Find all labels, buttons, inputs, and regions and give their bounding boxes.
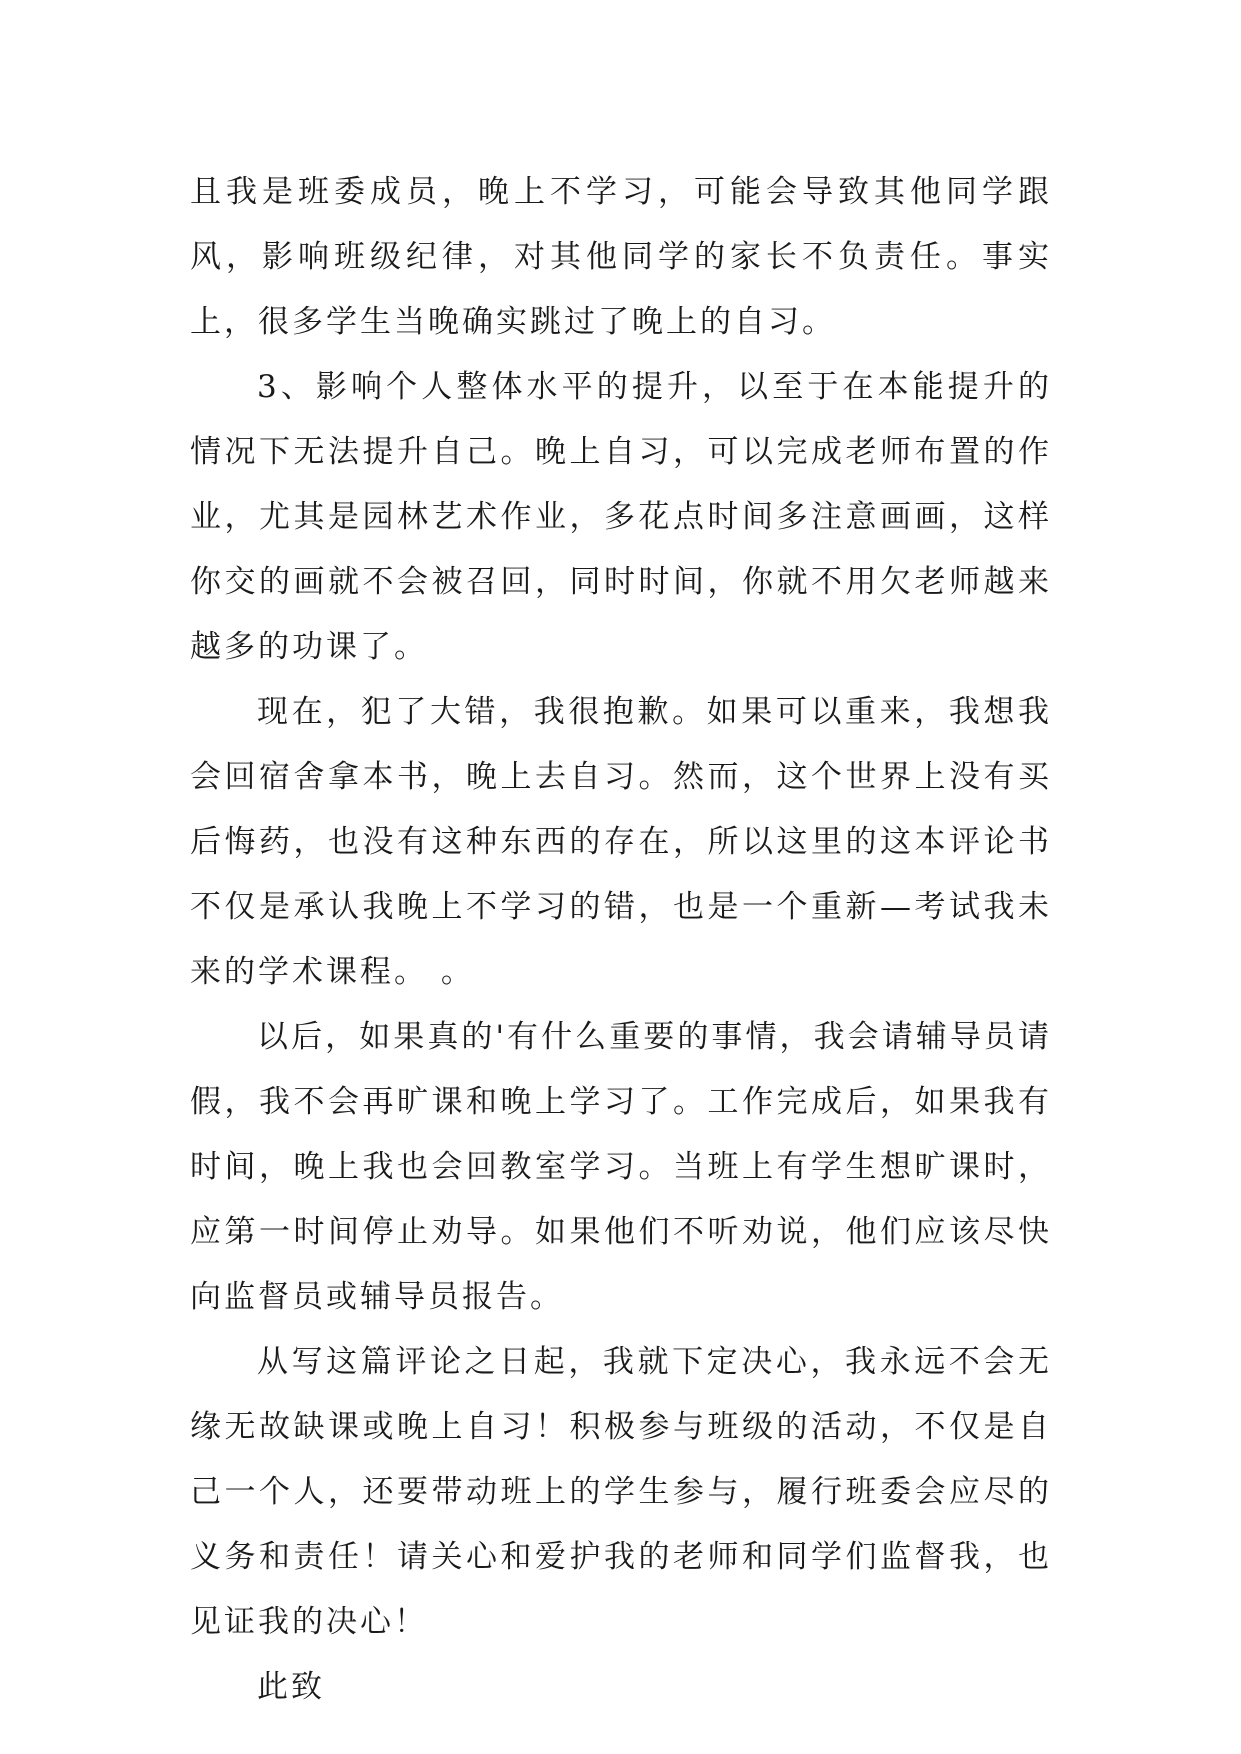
paragraph-future-plan: 以后，如果真的'有什么重要的事情，我会请辅导员请假，我不会再旷课和晚上学习了。工作完成后，如果我有时间，晚上我也会回教室学习。当班上有学生想旷课时，应第一时间停止劝导。如果他们不听劝说，他们应该尽快向监督员或辅导员报告。 [190,1019,1052,1315]
paragraph-resolution: 从写这篇评论之日起，我就下定决心，我永远不会无缘无故缺课或晚上自习！积极参与班级的活动，不仅是自己一个人，还要带动班上的学生参与，履行班委会应尽的义务和责任！请关心和爱护我的老师和同学们监督我，也见证我的决心！ [190,1344,1052,1640]
closing-salutation: 此致 [257,1669,325,1705]
paragraph-continuation: 且我是班委成员，晚上不学习，可能会导致其他同学跟风，影响班级纪律，对其他同学的家长不负责任。事实上，很多学生当晚确实跳过了晚上的自习。 [190,174,1052,340]
document-body [190,160,1052,1720]
paragraph-point-3: 3、影响个人整体水平的提升，以至于在本能提升的情况下无法提升自己。晚上自习，可以完成老师布置的作业，尤其是园林艺术作业，多花点时间多注意画画，这样你交的画就不会被召回，同时时间，你就不用欠老师越来越多的功课了。 [190,369,1052,665]
paragraph-apology: 现在，犯了大错，我很抱歉。如果可以重来，我想我会回宿舍拿本书，晚上去自习。然而，这个世界上没有买后悔药，也没有这种东西的存在，所以这里的这本评论书不仅是承认我晚上不学习的错，也是一个重新—考试我未来的学术课程。 。 [190,694,1052,990]
